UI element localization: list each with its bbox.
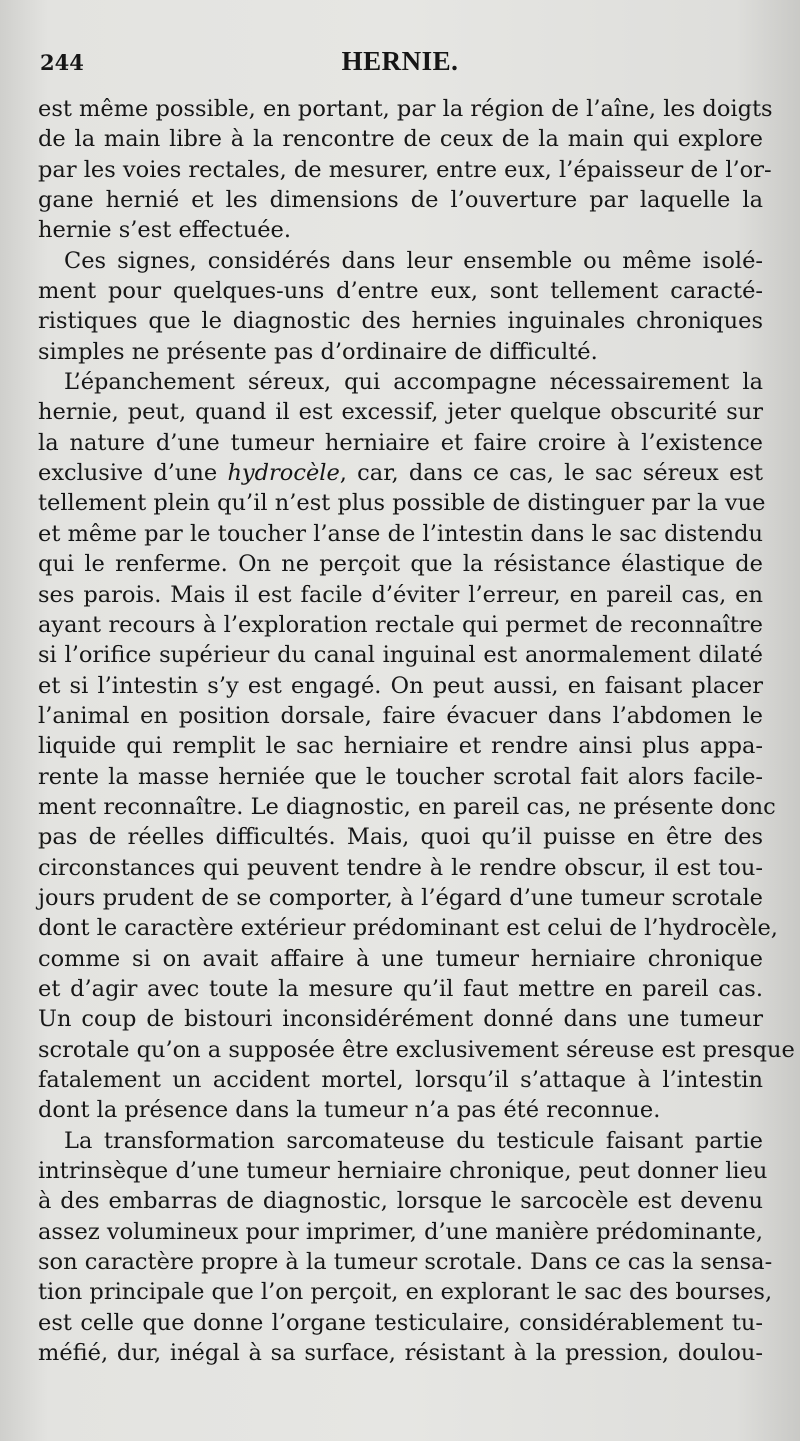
text-line: hernie, peut, quand il est excessif, jeter quelque obscurité sur [38, 399, 763, 426]
text-line: est celle que donne l’organe testiculaire, considérablement tu- [38, 1309, 763, 1336]
text-line: tellement plein qu’il n’est plus possible de distinguer par la vue [38, 490, 766, 517]
text-line: scrotale qu’on a supposée être exclusivement séreuse est presque [38, 1036, 795, 1063]
text-line: est même possible, en portant, par la région de l’aîne, les doigts [38, 96, 773, 122]
text-line: liquide qui remplit le sac herniaire et rendre ainsi plus appa- [38, 733, 763, 760]
text-line: et si l’intestin s’y est engagé. On peut aussi, en faisant placer [38, 672, 763, 699]
text-line: intrinsèque d’une tumeur herniaire chronique, peut donner lieu [38, 1158, 768, 1185]
running-title: HERNIE. [341, 46, 459, 76]
text-line: pas de réelles difficultés. Mais, quoi qu’il puisse en être des [38, 824, 763, 851]
text-segment: , car, dans ce cas, le sac séreux est [339, 460, 763, 487]
text-line: son caractère propre à la tumeur scrotale. Dans ce cas la sensa- [38, 1249, 773, 1276]
text-segment: exclusive d’une [38, 460, 228, 487]
text-line: dont le caractère extérieur prédominant est celui de l’hydrocèle, [38, 915, 778, 942]
body-text [38, 94, 795, 1368]
text-line: Ces signes, considérés dans leur ensemble ou même isolé- [64, 247, 763, 274]
text-line: simples ne présente pas d’ordinaire de difficulté. [38, 338, 598, 365]
text-line: jours prudent de se comporter, à l’égard d’une tumeur scrotale [38, 884, 763, 911]
text-line: hernie s’est effectuée. [38, 217, 292, 244]
text-line: ment pour quelques-uns d’entre eux, sont tellement caracté- [38, 278, 763, 305]
text-line: de la main libre à la rencontre de ceux de la main qui explore [38, 126, 763, 153]
text-line: comme si on avait affaire à une tumeur herniaire chronique [38, 945, 763, 972]
text-line: à des embarras de diagnostic, lorsque le sarcocèle est devenu [38, 1188, 763, 1215]
text-line-with-italic [38, 458, 763, 488]
text-line: ayant recours à l’exploration rectale qui permet de reconnaître [38, 611, 763, 638]
text-line: la nature d’une tumeur herniaire et faire croire à l’existence [38, 429, 763, 456]
text-line: L’épanchement séreux, qui accompagne nécessairement la [64, 369, 763, 396]
text-line: circonstances qui peuvent tendre à le rendre obscur, il est tou- [38, 854, 763, 881]
text-line: La transformation sarcomateuse du testicule faisant partie [64, 1127, 763, 1154]
text-line: ristiques que le diagnostic des hernies inguinales chroniques [38, 308, 763, 335]
text-line: et même par le toucher l’anse de l’intestin dans le sac distendu [38, 520, 763, 547]
text-line: si l’orifice supérieur du canal inguinal est anormalement dilaté [38, 642, 763, 669]
text-line: gane hernié et les dimensions de l’ouverture par laquelle la [38, 187, 763, 214]
text-line: dont la présence dans la tumeur n’a pas été reconnue. [38, 1097, 661, 1124]
text-line: l’animal en position dorsale, faire évacuer dans l’abdomen le [38, 702, 763, 729]
text-line: ses parois. Mais il est facile d’éviter l’erreur, en pareil cas, en [38, 581, 763, 608]
text-line: rente la masse herniée que le toucher scrotal fait alors facile- [38, 763, 763, 790]
text-line: Un coup de bistouri inconsidérément donné dans une tumeur [38, 1006, 763, 1033]
page-header [40, 46, 760, 80]
text-line: ment reconnaître. Le diagnostic, en pareil cas, ne présente donc [38, 793, 776, 820]
text-line: qui le renferme. On ne perçoit que la résistance élastique de [38, 551, 763, 578]
page-number: 244 [40, 50, 84, 75]
text-line: fatalement un accident mortel, lorsqu’il s’attaque à l’intestin [38, 1067, 763, 1093]
text-line: et d’agir avec toute la mesure qu’il faut mettre en pareil cas. [38, 975, 763, 1002]
text-line: par les voies rectales, de mesurer, entre eux, l’épaisseur de l’or- [38, 156, 772, 183]
text-line: méfié, dur, inégal à sa surface, résistant à la pression, doulou- [38, 1340, 763, 1367]
italic-term: hydrocèle [227, 460, 340, 487]
text-line: tion principale que l’on perçoit, en explorant le sac des bourses, [38, 1279, 773, 1306]
text-line: assez volumineux pour imprimer, d’une manière prédominante, [38, 1218, 763, 1245]
